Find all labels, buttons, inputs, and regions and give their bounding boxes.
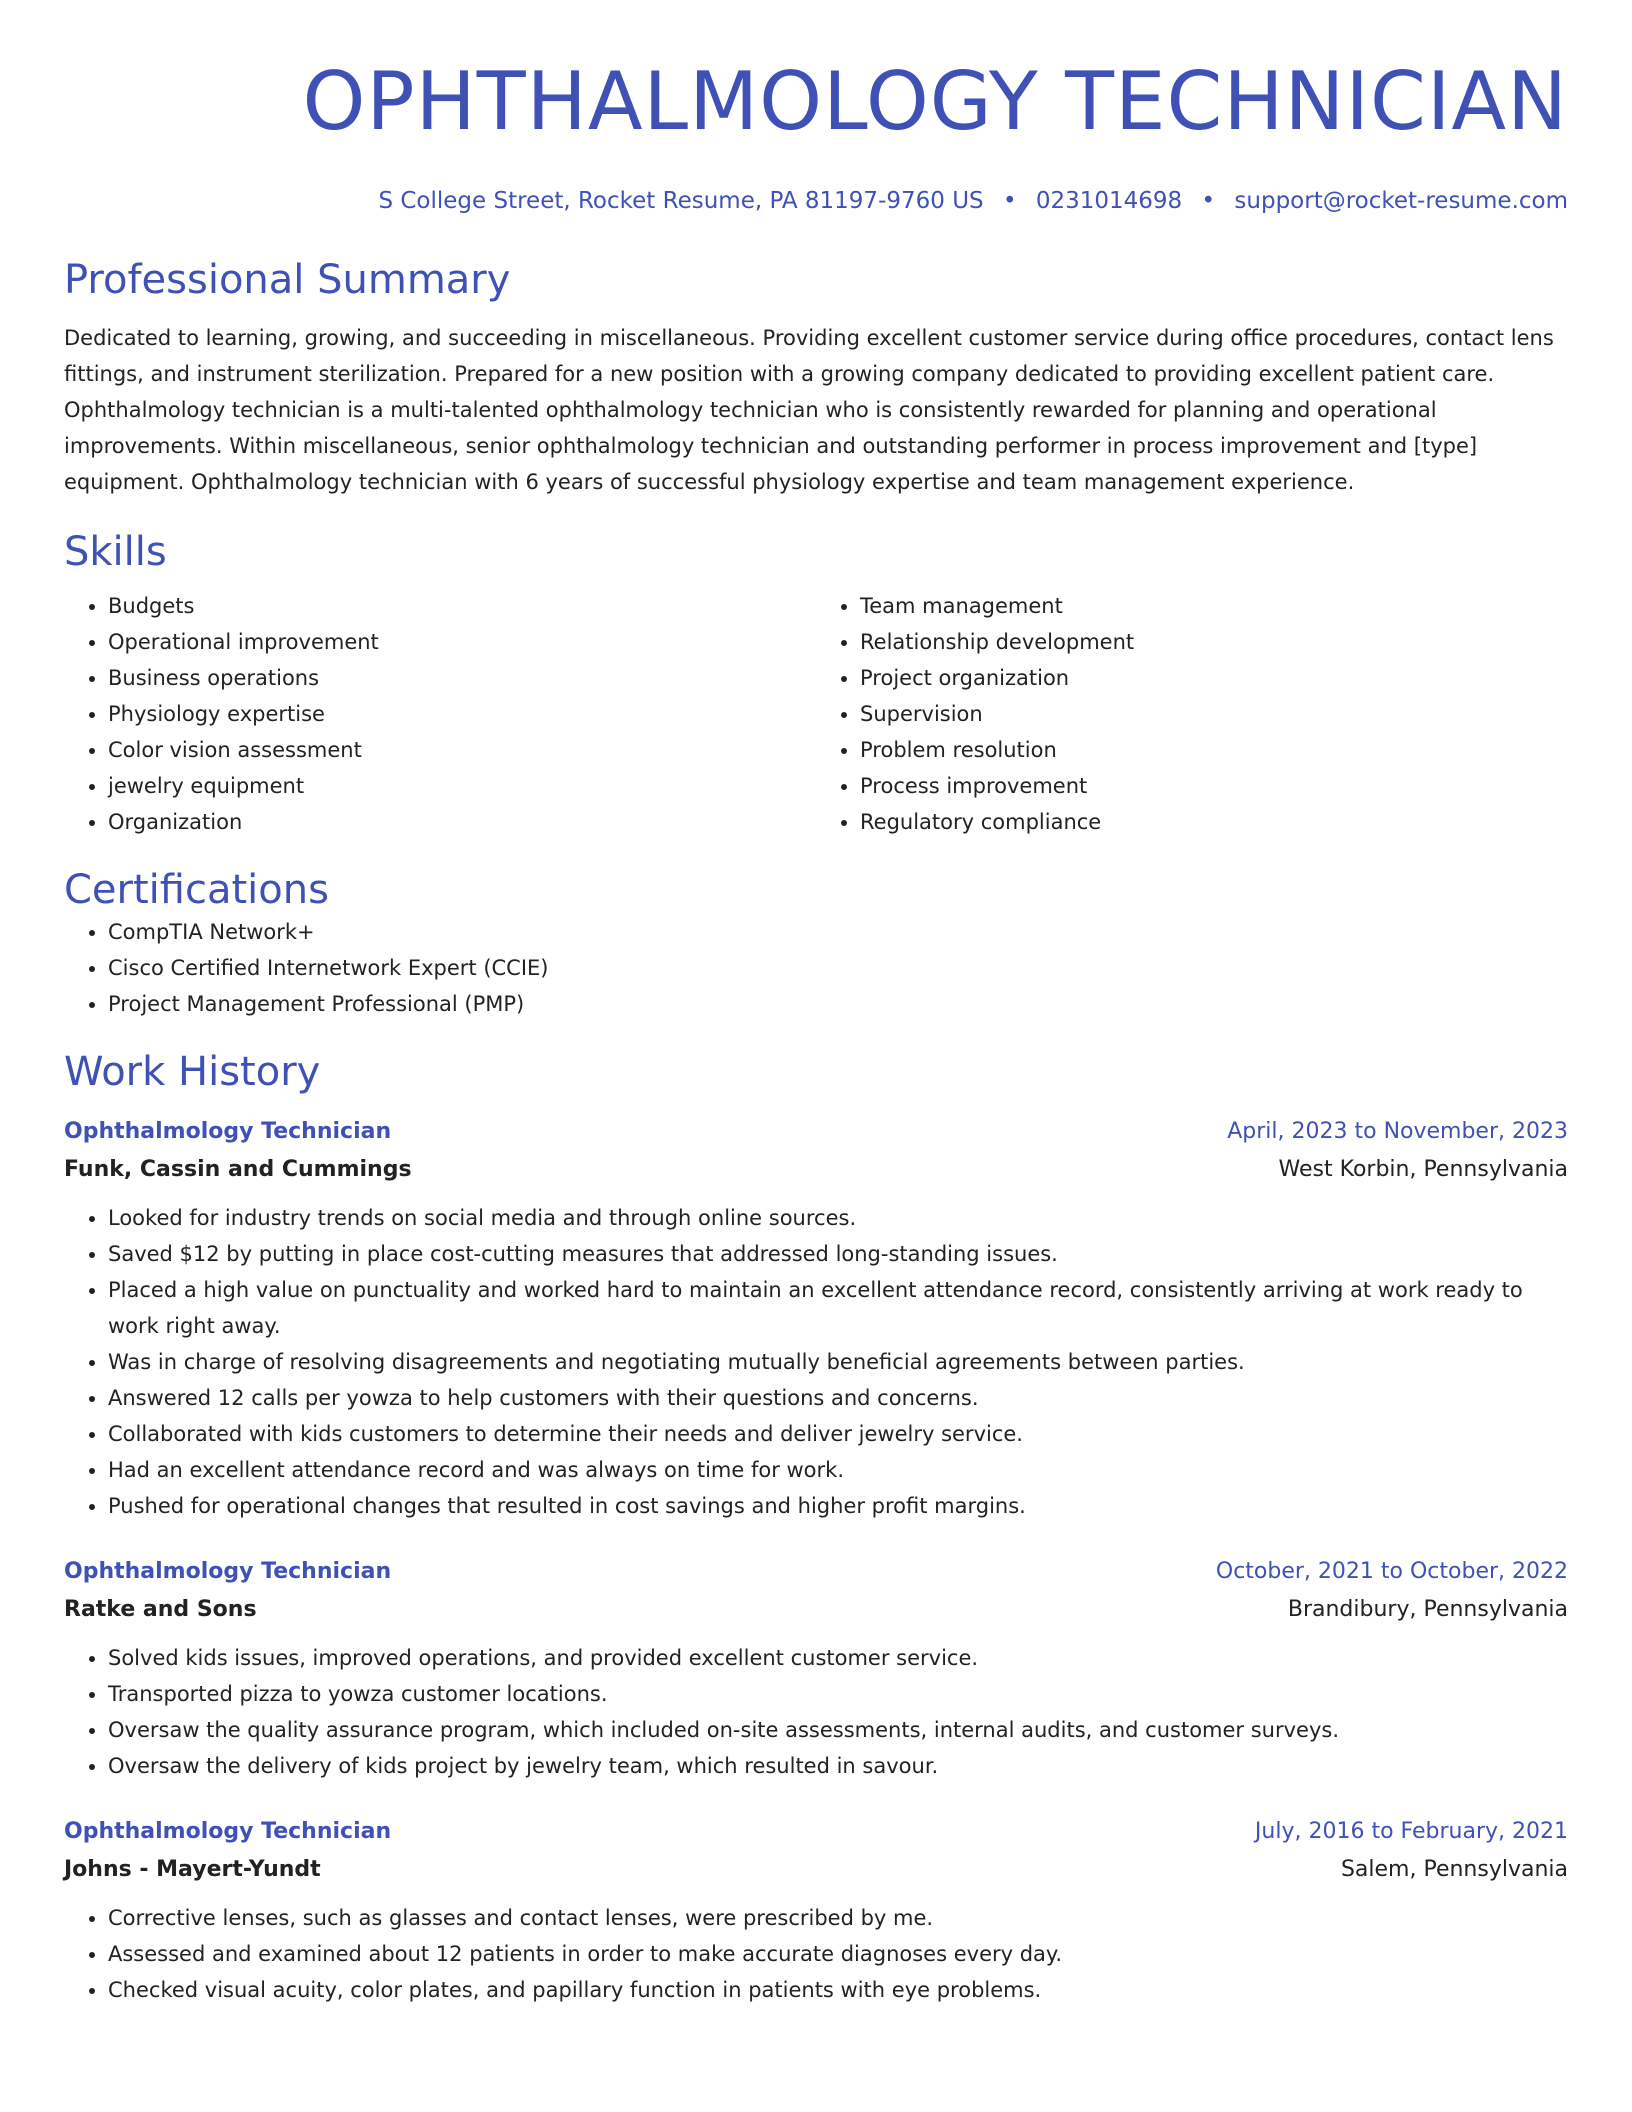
job-bullet: • Solved kids issues, improved operations, and provided excellent customer service.: [108, 1640, 1568, 1676]
skill-item: • Color vision assessment: [108, 732, 816, 768]
job-bullets: [64, 1200, 1568, 1524]
certification-item: • Project Management Professional (PMP): [108, 986, 1568, 1022]
skill-item: • Process improvement: [860, 768, 1568, 804]
job-header-row: [64, 1814, 1568, 1850]
job-company: Ratke and Sons: [64, 1597, 257, 1622]
job-bullet: • Collaborated with kids customers to determine their needs and deliver jewelry service.: [108, 1416, 1568, 1452]
contact-email: support@rocket-resume.com: [1234, 188, 1568, 214]
contact-phone: 0231014698: [1035, 188, 1183, 214]
job-bullets: [64, 1900, 1568, 2008]
skill-item: • Budgets: [108, 588, 816, 624]
job-bullet: • Had an excellent attendance record and was always on time for work.: [108, 1452, 1568, 1488]
summary-text: Dedicated to learning, growing, and succeeding in miscellaneous. Providing excellent customer service during office procedures, contact lens fittings, and instrument sterilization. Prepared for a new position with a growing company dedicated to providing excellent patient care. Ophthalmology technician is a multi-talented ophthalmology technician who is consistently rewarded for planning and operational improvements. Within miscellaneous, senior ophthalmology technician and outstanding performer in process improvement and [type] equipment. Ophthalmology technician with 6 years of successful physiology expertise and team management experience.: [64, 326, 1554, 494]
skills-columns: [64, 588, 1568, 840]
job-location: West Korbin, Pennsylvania: [1278, 1157, 1568, 1182]
job-bullet: • Checked visual acuity, color plates, and papillary function in patients with eye problems.: [108, 1972, 1568, 2008]
certifications-section: [64, 866, 1568, 1022]
job-location: Brandibury, Pennsylvania: [1287, 1597, 1568, 1622]
job-header-row: [64, 1554, 1568, 1590]
skill-item: • Team management: [860, 588, 1568, 624]
certification-item: • CompTIA Network+: [108, 914, 1568, 950]
resume-name: OPHTHALMOLOGY TECHNICIAN: [302, 55, 1568, 148]
job-dates: October, 2021 to October, 2022: [1215, 1559, 1568, 1584]
contact-separator: •: [1201, 188, 1216, 214]
job-bullet: • Assessed and examined about 12 patients in order to make accurate diagnoses every day.: [108, 1936, 1568, 1972]
job-bullet: • Transported pizza to yowza customer locations.: [108, 1676, 1568, 1712]
skill-item: • Project organization: [860, 660, 1568, 696]
job-entry: [64, 1114, 1568, 1524]
job-bullet: • Placed a high value on punctuality and worked hard to maintain an excellent attendance record, consistently arriving at work ready to work right away.: [108, 1272, 1568, 1344]
skills-list-right: [816, 588, 1568, 840]
job-location: Salem, Pennsylvania: [1340, 1857, 1568, 1882]
job-company-row: [64, 1850, 1568, 1890]
certifications-heading: Certifications: [64, 867, 329, 913]
skill-item: • Problem resolution: [860, 732, 1568, 768]
job-bullet: • Oversaw the delivery of kids project by jewelry team, which resulted in savour.: [108, 1748, 1568, 1784]
skill-item: • Physiology expertise: [108, 696, 816, 732]
job-header-row: [64, 1114, 1568, 1150]
skill-item: • jewelry equipment: [108, 768, 816, 804]
skill-item: • Operational improvement: [108, 624, 816, 660]
job-company: Johns - Mayert-Yundt: [64, 1857, 321, 1882]
work-history-heading: Work History: [64, 1049, 321, 1095]
skill-item: • Regulatory compliance: [860, 804, 1568, 840]
work-history-section: [64, 1048, 1568, 2008]
certification-item: • Cisco Certified Internetwork Expert (CCIE): [108, 950, 1568, 986]
contact-separator: •: [1002, 188, 1017, 214]
job-bullet: • Saved $12 by putting in place cost-cutting measures that addressed long-standing issues.: [108, 1236, 1568, 1272]
summary-heading: Professional Summary: [64, 257, 511, 303]
job-title: Ophthalmology Technician: [64, 1559, 392, 1584]
skills-list-left: [64, 588, 816, 840]
job-company-row: [64, 1590, 1568, 1630]
job-entry: [64, 1814, 1568, 2008]
job-dates: April, 2023 to November, 2023: [1227, 1119, 1568, 1144]
summary-section: [64, 256, 1568, 500]
contact-line: [64, 186, 1568, 216]
skill-item: • Business operations: [108, 660, 816, 696]
job-company: Funk, Cassin and Cummings: [64, 1157, 412, 1182]
job-bullet: • Answered 12 calls per yowza to help customers with their questions and concerns.: [108, 1380, 1568, 1416]
job-bullets: [64, 1640, 1568, 1784]
job-bullet: • Corrective lenses, such as glasses and contact lenses, were prescribed by me.: [108, 1900, 1568, 1936]
job-title: Ophthalmology Technician: [64, 1119, 392, 1144]
job-bullet: • Was in charge of resolving disagreements and negotiating mutually beneficial agreements between parties.: [108, 1344, 1568, 1380]
job-company-row: [64, 1150, 1568, 1190]
resume-header: [64, 0, 1568, 216]
skill-item: • Supervision: [860, 696, 1568, 732]
skills-section: [64, 528, 1568, 840]
job-dates: July, 2016 to February, 2021: [1254, 1819, 1568, 1844]
job-bullet: • Pushed for operational changes that resulted in cost savings and higher profit margins.: [108, 1488, 1568, 1524]
job-title: Ophthalmology Technician: [64, 1819, 392, 1844]
job-bullet: • Oversaw the quality assurance program, which included on-site assessments, internal audits, and customer surveys.: [108, 1712, 1568, 1748]
skill-item: • Organization: [108, 804, 816, 840]
job-entry: [64, 1554, 1568, 1784]
skills-heading: Skills: [64, 529, 167, 575]
certifications-list: [64, 914, 1568, 1022]
job-bullet: • Looked for industry trends on social media and through online sources.: [108, 1200, 1568, 1236]
contact-address: S College Street, Rocket Resume, PA 81197-9760 US: [378, 188, 984, 214]
skill-item: • Relationship development: [860, 624, 1568, 660]
